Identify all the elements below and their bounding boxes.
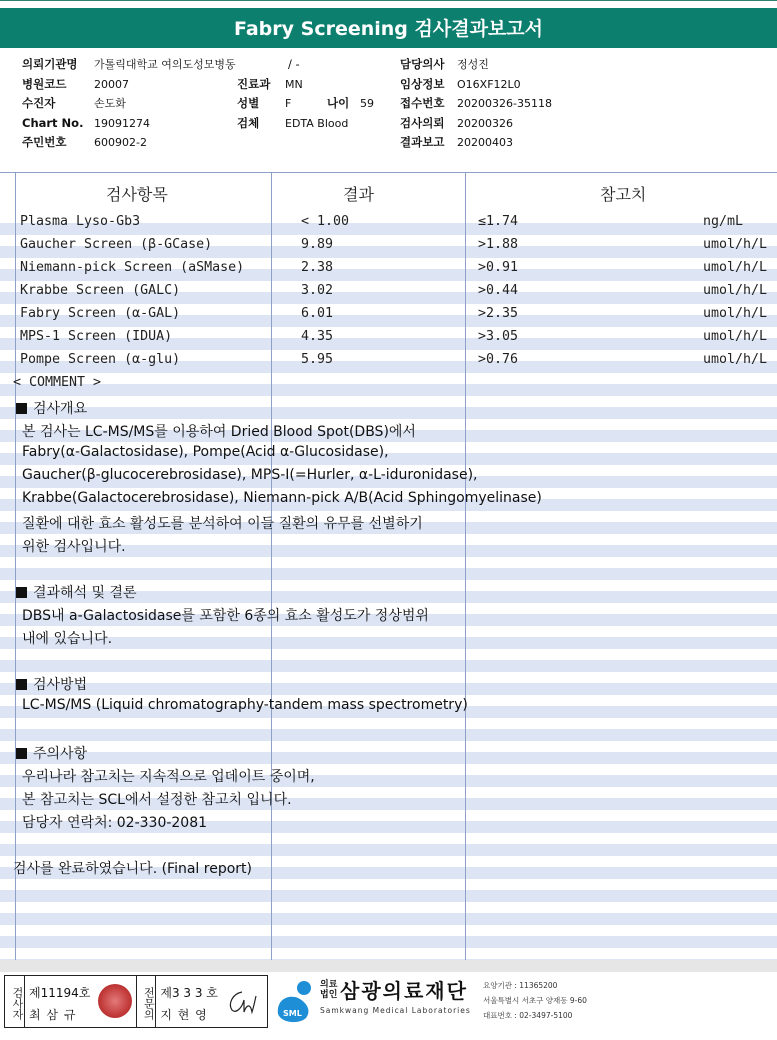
org-name-block [320, 975, 471, 1015]
row-item: Krabbe Screen (GALC) [20, 283, 181, 298]
info-value: 20200326 [457, 116, 513, 130]
info-label: Chart No. [22, 115, 84, 130]
final-note: 검사를 완료하였습니다. (Final report) [13, 861, 252, 877]
row-reference: >3.05 [478, 329, 519, 344]
bullet-square-icon [16, 679, 27, 690]
examiner-cert: 제11194호 [29, 986, 91, 1000]
row-result: < 1.00 [301, 214, 350, 229]
row-unit: umol/h/L [703, 329, 768, 344]
section-title [16, 674, 87, 694]
section-line: 질환에 대한 효소 활성도를 분석하여 이들 질환의 유무를 선별하기 [22, 516, 423, 532]
examiner-info [25, 976, 94, 1027]
row-result: 4.35 [301, 329, 334, 344]
info-label: 검사의뢰 [400, 115, 445, 130]
row-item: Fabry Screen (α-GAL) [20, 306, 181, 321]
signature-box [4, 975, 268, 1028]
bullet-square-icon [16, 587, 27, 598]
info-value: 가톨릭대학교 여의도성모병동 [94, 58, 236, 71]
row-stripe [0, 752, 777, 764]
row-result: 9.89 [301, 237, 334, 252]
org-address: 서울특별시 서초구 양재동 9-60 [483, 996, 587, 1005]
info-label: 담당의사 [400, 57, 445, 71]
row-unit: umol/h/L [703, 260, 768, 275]
section-line: 본 참고치는 SCL에서 설정한 참고치 입니다. [22, 792, 292, 808]
section-title [16, 743, 87, 763]
official-seal-icon [98, 984, 132, 1018]
org-name: 삼광의료재단 [340, 979, 468, 1003]
org-contact [483, 978, 587, 1023]
row-reference: >2.35 [478, 306, 519, 321]
info-label: 의뢰기관명 [22, 57, 78, 71]
sml-logo-text: SML [283, 1009, 302, 1018]
column-divider [271, 172, 272, 960]
row-stripe [0, 890, 777, 902]
section-title [16, 398, 87, 418]
org-phone: 대표번호 : 02-3497-5100 [483, 1011, 573, 1020]
sml-logo-icon [272, 978, 318, 1026]
row-reference: >1.88 [478, 237, 519, 252]
info-value: F [285, 97, 292, 110]
row-unit: umol/h/L [703, 352, 768, 367]
row-stripe [0, 568, 777, 580]
section-title-text: 검사방법 [33, 677, 88, 693]
report-title: Fabry Screening 검사결과보고서 [0, 8, 777, 48]
section-line: Fabry(α-Galactosidase), Pompe(Acid α-Glucosidase), [22, 444, 389, 460]
header-reference: 참고치 [600, 185, 647, 204]
row-item: MPS-1 Screen (IDUA) [20, 329, 173, 344]
section-line: 위한 검사입니다. [22, 539, 126, 555]
info-label: 임상정보 [400, 76, 445, 91]
info-value: MN [285, 77, 303, 91]
specialist-name: 지 현 영 [160, 1008, 208, 1022]
section-line: LC-MS/MS (Liquid chromatography-tandem mass spectrometry) [22, 697, 468, 713]
row-unit: umol/h/L [703, 283, 768, 298]
section-line: Krabbe(Galactocerebrosidase), Niemann-pick A/B(Acid Sphingomyelinase) [22, 490, 542, 506]
row-stripe [0, 844, 777, 856]
info-value: 600902-2 [94, 136, 147, 149]
row-stripe [0, 936, 777, 948]
row-result: 3.02 [301, 283, 334, 298]
row-unit: ng/mL [703, 214, 744, 229]
examiner-name: 최 삼 규 [29, 1008, 77, 1022]
row-unit: umol/h/L [703, 237, 768, 252]
section-line: DBS내 a-Galactosidase를 포함한 6종의 효소 활성도가 정상범위 [22, 608, 429, 624]
info-label: 수진자 [22, 96, 56, 110]
section-title-text: 주의사항 [33, 746, 88, 762]
row-item: Niemann-pick Screen (aSMase) [20, 260, 245, 275]
column-divider [15, 172, 16, 960]
info-value: 손도화 [94, 97, 126, 110]
footer-divider [0, 960, 777, 972]
section-title-text: 결과해석 및 결론 [33, 585, 137, 601]
specialist-info [156, 976, 222, 1027]
row-reference: >0.44 [478, 283, 519, 298]
info-value: EDTA Blood [285, 116, 349, 130]
section-line: 담당자 연락처: 02-330-2081 [22, 815, 208, 831]
info-label: 병원코드 [22, 76, 67, 91]
specialist-label: 전문의 [136, 976, 156, 1027]
info-label: 검체 [237, 115, 260, 130]
row-stripe [0, 637, 777, 649]
column-divider [465, 172, 466, 960]
info-slash: / - [288, 57, 300, 71]
row-result: 5.95 [301, 352, 334, 367]
row-stripe [0, 660, 777, 672]
row-item: Plasma Lyso-Gb3 [20, 214, 141, 229]
org-code: 요양기관 : 11365200 [483, 981, 558, 990]
info-left-column [22, 55, 236, 153]
row-reference: >0.91 [478, 260, 519, 275]
row-stripe [0, 407, 777, 419]
row-result: 6.01 [301, 306, 334, 321]
comment-label: < COMMENT > [13, 375, 102, 390]
section-line: 우리나라 참고치는 지속적으로 업데이트 중이며, [22, 769, 315, 785]
table-top-rule [0, 172, 777, 173]
section-line: 본 검사는 LC-MS/MS를 이용하여 Dried Blood Spot(DBS)에서 [22, 424, 416, 440]
signature-icon [222, 976, 262, 1027]
info-value: 20007 [94, 77, 129, 91]
org-english-name: Samkwang Medical Laboratories [320, 1006, 471, 1015]
row-stripe [0, 729, 777, 741]
row-result: 2.38 [301, 260, 334, 275]
info-right-column [400, 55, 552, 153]
row-stripe [0, 913, 777, 925]
age-label: 나이 [327, 96, 350, 110]
bullet-square-icon [16, 748, 27, 759]
bullet-square-icon [16, 403, 27, 414]
info-value: 정성진 [457, 58, 489, 71]
age-value: 59 [360, 97, 374, 110]
row-stripe [0, 683, 777, 695]
row-item: Pompe Screen (α-glu) [20, 352, 181, 367]
section-line: 내에 있습니다. [22, 631, 113, 647]
examiner-label: 검사자 [5, 976, 25, 1027]
section-title [16, 582, 137, 602]
row-unit: umol/h/L [703, 306, 768, 321]
info-value: 20200326-35118 [457, 97, 552, 110]
info-label: 접수번호 [400, 96, 445, 110]
info-label: 진료과 [237, 76, 271, 91]
section-line: Gaucher(β-glucocerebrosidase), MPS-I(=Hurler, α-L-iduronidase), [22, 467, 478, 483]
info-label: 성별 [237, 96, 260, 110]
header-test-item: 검사항목 [106, 185, 168, 204]
specialist-cert: 제3 3 3 호 [160, 986, 218, 1000]
info-value: O16XF12L0 [457, 77, 521, 91]
info-value: 19091274 [94, 116, 150, 130]
info-value: 20200403 [457, 136, 513, 149]
header-result: 결과 [343, 185, 374, 204]
info-age [327, 94, 374, 114]
row-reference: >0.76 [478, 352, 519, 367]
info-label: 주민번호 [22, 135, 67, 149]
row-item: Gaucher Screen (β-GCase) [20, 237, 213, 252]
info-label: 결과보고 [400, 135, 445, 149]
org-prefix: 의료법인 [320, 979, 338, 1000]
row-reference: ≤1.74 [478, 214, 519, 229]
section-title-text: 검사개요 [33, 401, 88, 417]
row-stripe [0, 384, 777, 396]
top-border [0, 0, 777, 3]
